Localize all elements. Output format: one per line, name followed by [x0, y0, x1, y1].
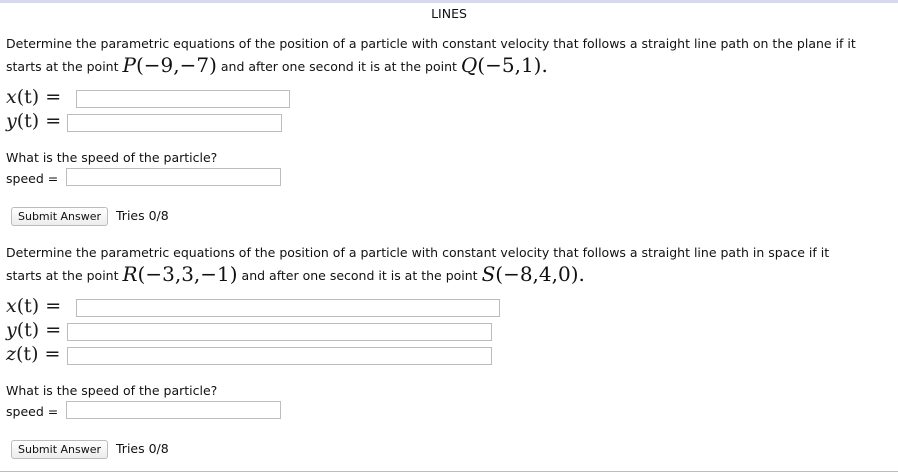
- point-q: Q(−5,1).: [460, 53, 548, 77]
- x-of-t-input-2[interactable]: [76, 299, 500, 317]
- point-r: R(−3,3,−1): [122, 262, 238, 286]
- problem-2-statement: [6, 242, 894, 286]
- y-of-t-label-1: y(t) =: [6, 110, 62, 132]
- x-of-t-input-1[interactable]: [76, 90, 290, 108]
- x-of-t-label-1: x(t) =: [6, 86, 62, 108]
- submit-answer-button-1[interactable]: Submit Answer: [11, 207, 108, 226]
- point-p: P(−9,−7): [122, 53, 217, 77]
- speed-label-1: speed =: [6, 171, 59, 186]
- x-of-t-label-2: x(t) =: [6, 295, 62, 317]
- speed-label-2: speed =: [6, 404, 59, 419]
- problem-1-statement: [6, 33, 894, 77]
- bottom-divider: [0, 471, 898, 472]
- problem-2-line-1: Determine the parametric equations of the position of a particle with constant velocity that follows a straight line path in space if it: [6, 245, 830, 260]
- problem-1-line-1: Determine the parametric equations of the position of a particle with constant velocity that follows a straight line path on the plane if it: [6, 36, 856, 51]
- z-of-t-label-2: z(t) =: [6, 343, 61, 365]
- speed-question-2: What is the speed of the particle?: [6, 383, 218, 398]
- y-of-t-label-2: y(t) =: [6, 319, 62, 341]
- tries-counter-2: Tries 0/8: [116, 441, 169, 456]
- y-of-t-input-1[interactable]: [67, 114, 282, 132]
- speed-input-1[interactable]: [66, 168, 281, 186]
- problem-2-line-2: starts at the point R(−3,3,−1) and after one second it is at the point S(−8,4,0).: [6, 262, 585, 286]
- speed-input-2[interactable]: [66, 401, 281, 419]
- problem-1-line-2: starts at the point P(−9,−7) and after one second it is at the point Q(−5,1).: [6, 53, 548, 77]
- top-divider: [0, 0, 898, 3]
- page-title: LINES: [431, 6, 467, 21]
- y-of-t-input-2[interactable]: [67, 323, 492, 341]
- point-s: S(−8,4,0).: [481, 262, 585, 286]
- speed-question-1: What is the speed of the particle?: [6, 150, 218, 165]
- submit-answer-button-2[interactable]: Submit Answer: [11, 440, 108, 459]
- tries-counter-1: Tries 0/8: [116, 208, 169, 223]
- z-of-t-input-2[interactable]: [67, 347, 492, 365]
